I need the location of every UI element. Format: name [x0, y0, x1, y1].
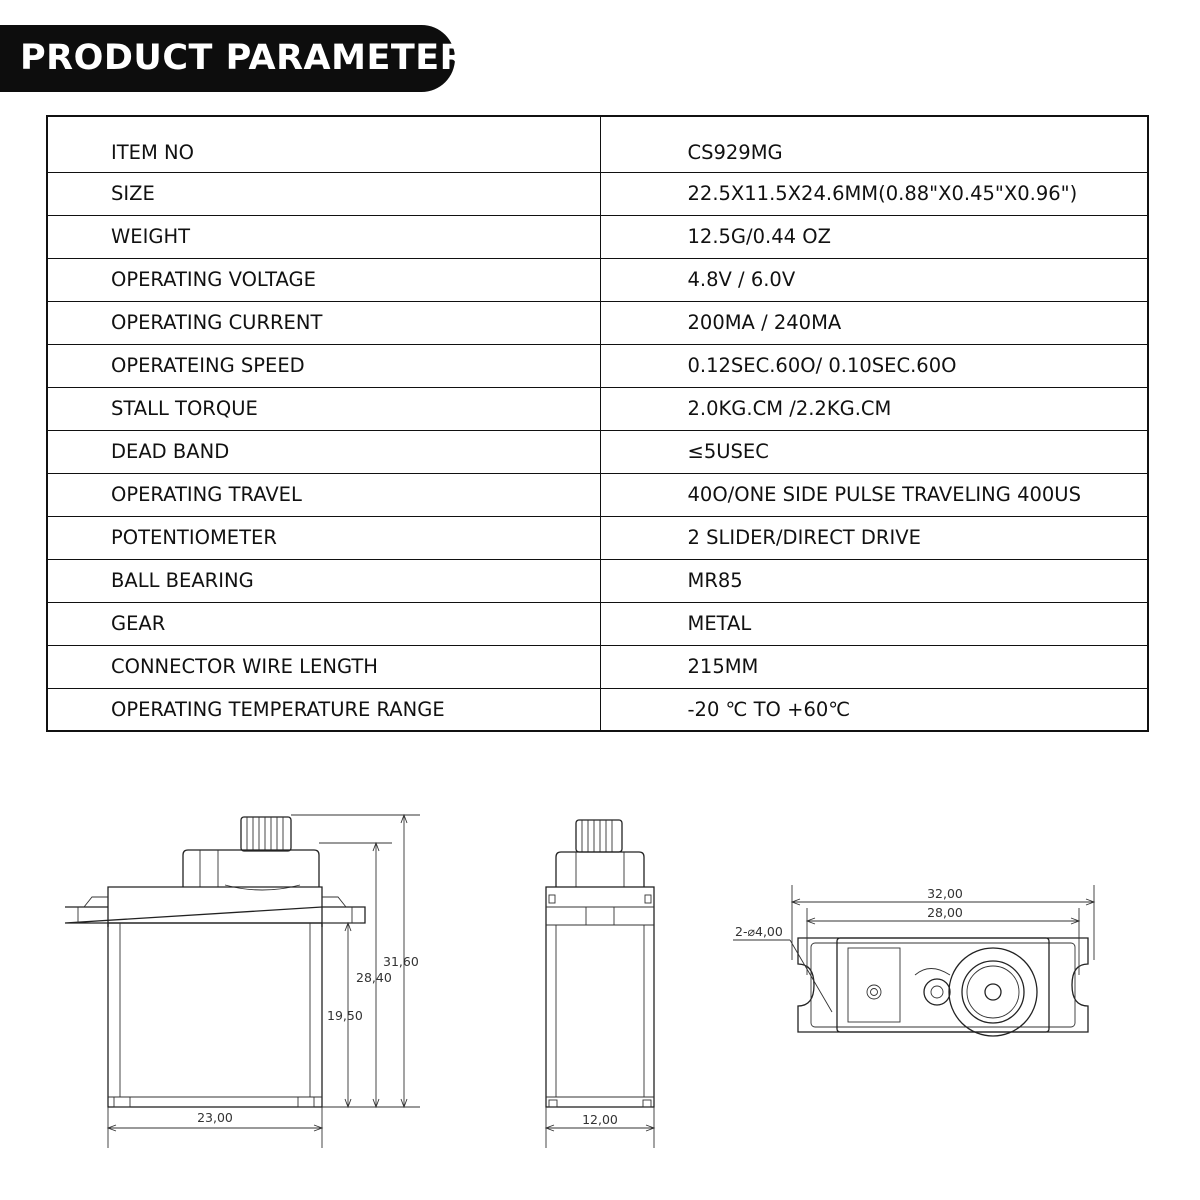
table-row [47, 258, 1148, 301]
spec-value: CS929MG [600, 116, 1148, 172]
side-width-label: 12,00 [582, 1112, 618, 1127]
spec-label: DEAD BAND [47, 430, 600, 473]
table-row [47, 430, 1148, 473]
spec-value: ≤5USEC [600, 430, 1148, 473]
technical-drawings [0, 790, 1200, 1200]
table-row [47, 559, 1148, 602]
spec-value: 12.5G/0.44 OZ [600, 215, 1148, 258]
spec-label: BALL BEARING [47, 559, 600, 602]
spec-label: ITEM NO [47, 116, 600, 172]
spec-label: POTENTIOMETER [47, 516, 600, 559]
page-title: PRODUCT PARAMETERS [20, 38, 493, 78]
table-row [47, 473, 1148, 516]
front-width-label: 23,00 [197, 1110, 233, 1125]
front-height-body-label: 19,50 [327, 1008, 363, 1023]
front-height-flange-label: 28,40 [356, 970, 392, 985]
spec-label: WEIGHT [47, 215, 600, 258]
spec-value: MR85 [600, 559, 1148, 602]
top-view-drawing [733, 885, 1094, 1036]
spec-label: SIZE [47, 172, 600, 215]
spec-value: -20 ℃ TO +60℃ [600, 688, 1148, 731]
side-view-drawing [546, 820, 654, 1148]
top-hole-spacing-label: 28,00 [927, 905, 963, 920]
table-row [47, 116, 1148, 172]
spec-value: 40O/ONE SIDE PULSE TRAVELING 400US [600, 473, 1148, 516]
spec-table [46, 115, 1149, 732]
table-row [47, 172, 1148, 215]
top-holes-label: 2-⌀4,00 [735, 924, 783, 939]
table-row [47, 688, 1148, 731]
spec-value: 200MA / 240MA [600, 301, 1148, 344]
spec-value: 215MM [600, 645, 1148, 688]
table-row [47, 645, 1148, 688]
spec-label: OPERATING CURRENT [47, 301, 600, 344]
spec-value: 4.8V / 6.0V [600, 258, 1148, 301]
spec-label: CONNECTOR WIRE LENGTH [47, 645, 600, 688]
spec-label: OPERATEING SPEED [47, 344, 600, 387]
table-row [47, 215, 1148, 258]
spec-label: OPERATING TEMPERATURE RANGE [47, 688, 600, 731]
spec-label: GEAR [47, 602, 600, 645]
top-outer-width-label: 32,00 [927, 886, 963, 901]
table-row [47, 387, 1148, 430]
front-view-drawing [65, 815, 420, 1148]
spec-value: METAL [600, 602, 1148, 645]
spec-value: 0.12SEC.60O/ 0.10SEC.60O [600, 344, 1148, 387]
table-row [47, 344, 1148, 387]
spec-value: 2.0KG.CM /2.2KG.CM [600, 387, 1148, 430]
table-row [47, 602, 1148, 645]
spec-label: OPERATING VOLTAGE [47, 258, 600, 301]
spec-value: 2 SLIDER/DIRECT DRIVE [600, 516, 1148, 559]
header-banner [0, 25, 493, 92]
table-row [47, 301, 1148, 344]
front-height-total-label: 31,60 [383, 954, 419, 969]
spec-value: 22.5X11.5X24.6MM(0.88"X0.45"X0.96") [600, 172, 1148, 215]
spec-label: OPERATING TRAVEL [47, 473, 600, 516]
table-row [47, 516, 1148, 559]
spec-label: STALL TORQUE [47, 387, 600, 430]
